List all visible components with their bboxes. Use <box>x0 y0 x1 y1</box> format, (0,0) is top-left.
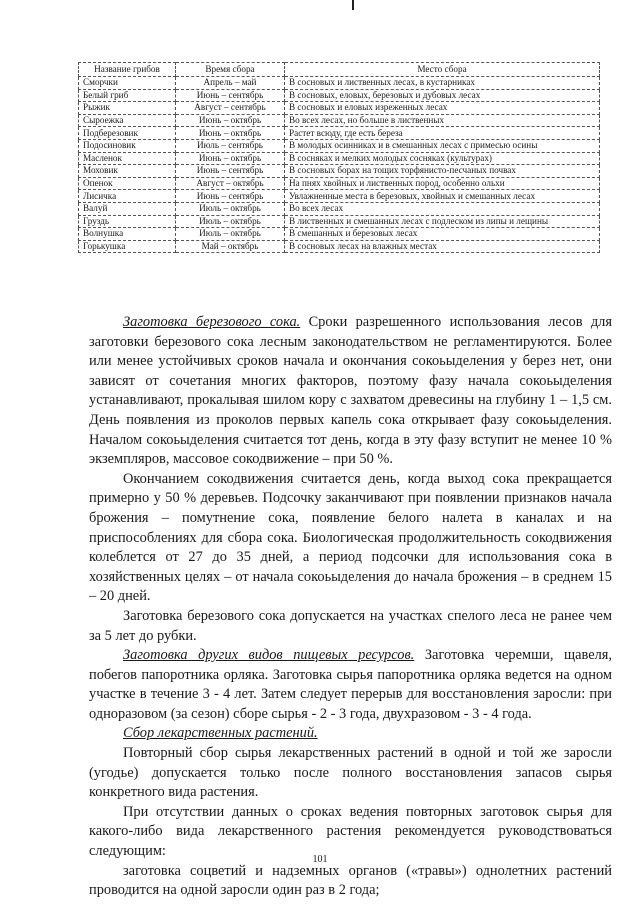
table-row <box>79 177 600 190</box>
cell-harvest-place: В сосняках и мелких молодых сосняках (культурах) <box>285 152 600 165</box>
cell-harvest-time: Июнь – сентябрь <box>176 190 285 203</box>
cell-harvest-place: В молодых осинниках и в смешанных лесах с примесью осины <box>285 139 600 152</box>
cell-harvest-time: Июнь – сентябрь <box>176 165 285 178</box>
mushroom-table <box>78 62 600 253</box>
cell-harvest-place: Растет всюду, где есть береза <box>285 127 600 140</box>
scan-mark <box>352 0 354 10</box>
cell-mushroom-name: Лисичка <box>79 190 176 203</box>
table-row <box>79 190 600 203</box>
cell-mushroom-name: Груздь <box>79 215 176 228</box>
cell-mushroom-name: Моховик <box>79 165 176 178</box>
cell-mushroom-name: Масленок <box>79 152 176 165</box>
cell-harvest-time: Июнь – октябрь <box>176 152 285 165</box>
cell-mushroom-name: Валуй <box>79 202 176 215</box>
cell-harvest-time: Июнь – сентябрь <box>176 89 285 102</box>
cell-harvest-time: Июль – октябрь <box>176 228 285 241</box>
cell-harvest-place: На пнях хвойных и лиственных пород, особенно ольхи <box>285 177 600 190</box>
heading-medicinal-wrap <box>89 724 612 744</box>
cell-harvest-place: Во всех лесах, но больше в лиственных <box>285 114 600 127</box>
cell-harvest-place: В сосновых лесах на влажных местах <box>285 240 600 253</box>
cell-mushroom-name: Белый гриб <box>79 89 176 102</box>
cell-harvest-time: Июнь – октябрь <box>176 127 285 140</box>
header-time: Время сбора <box>176 63 285 77</box>
page-number: 101 <box>312 854 328 865</box>
paragraph-no-data: При отсутствии данных о сроках ведения повторных заготовок сырья для какого-либо вида лекарственного растения рекомендуется руководствоваться следующим: <box>89 803 612 860</box>
cell-mushroom-name: Волнушка <box>79 228 176 241</box>
paragraph-inflorescences: заготовка соцветий и надземных органов («травы») однолетних растений проводится на одной заросли один раз в 2 года; <box>89 862 612 899</box>
table-row <box>79 228 600 241</box>
cell-harvest-place: В лиственных и смешанных лесах с подлеском из липы и лещины <box>285 215 600 228</box>
paragraph-repeat-harvest: Повторный сбор сырья лекарственных растений в одной и той же заросли (угодье) допускается только после полного восстановления запасов сырья конкретного вида растения. <box>89 745 612 801</box>
cell-harvest-place: В сосновых и лиственных лесах, в кустарниках <box>285 77 600 90</box>
cell-mushroom-name: Горькушка <box>79 240 176 253</box>
table-row <box>79 89 600 102</box>
header-place: Место сбора <box>285 63 600 77</box>
body-text <box>89 313 612 901</box>
table-row <box>79 202 600 215</box>
cell-mushroom-name: Подберезовик <box>79 127 176 140</box>
cell-mushroom-name: Рыжик <box>79 102 176 115</box>
paragraph-sap-end: Окончанием сокодвижения считается день, когда выход сока прекращается примерно у 50 % деревьев. Подсочку заканчивают при появлении признаков начала брожения – помутнение сока, появление белого налета в каналах и на приспособлениях для сбора сока. Биологическая продолжительность сокодвижения колеблется от 27 до 35 дней, а период подсочки для использования сока в хозяйственных целях – от начала сокоьыделения до начала брожения – в среднем 15 – 20 дней. <box>89 470 612 605</box>
cell-harvest-place: В смешанных и березовых лесах <box>285 228 600 241</box>
paragraph-sap-harvest: Заготовка березового сока допускается на участках спелого леса не ранее чем за 5 лет до рубки. <box>89 607 612 644</box>
cell-mushroom-name: Сморчки <box>79 77 176 90</box>
cell-harvest-place: В сосновых борах на тощих торфянисто-песчаных почвах <box>285 165 600 178</box>
cell-harvest-time: Август – сентябрь <box>176 102 285 115</box>
header-name: Название грибов <box>79 63 176 77</box>
table-header-row <box>79 63 600 77</box>
cell-harvest-time: Июль – октябрь <box>176 202 285 215</box>
heading-medicinal: Сбор лекарственных растений. <box>123 725 318 742</box>
heading-other-food: Заготовка других видов пищевых ресурсов. <box>123 647 415 664</box>
cell-mushroom-name: Опенок <box>79 177 176 190</box>
heading-birch-sap: Заготовка березового сока. <box>123 314 301 330</box>
paragraph-birch-sap-text: Сроки разрешенного использования лесов для заготовки березового сока лесным законодательством не регламентируются. Более или менее устойчивых сроков начала и окончания сокоьыделения у берез нет, они зависят от сочетания многих факторов, поэтому фазу начала сокоьыделения устанавливают, прокалывая шилом кору с захватом древесины на глубину 1 – 1,5 см. День появления из проколов первых капель сока открывает фазу сокоьыделения. Началом сокоьыделения считается тот день, когда в эту фазу вступит не менее 10 % экземпляров, массовое сокодвижение – при 50 %. <box>89 314 612 468</box>
cell-mushroom-name: Подосиновик <box>79 139 176 152</box>
cell-harvest-time: Июнь – октябрь <box>176 114 285 127</box>
cell-harvest-time: Август – октябрь <box>176 177 285 190</box>
cell-mushroom-name: Сыроежка <box>79 114 176 127</box>
table-row <box>79 139 600 152</box>
mushroom-table-container <box>78 62 600 253</box>
cell-harvest-time: Май – октябрь <box>176 240 285 253</box>
table-row <box>79 152 600 165</box>
cell-harvest-place: Увлажненные места в березовых, хвойных и смешанных лесах <box>285 190 600 203</box>
table-row <box>79 240 600 253</box>
cell-harvest-place: В сосновых и еловых изреженных лесах <box>285 102 600 115</box>
paragraph-other-food-text: Заготовка черемши, щавеля, побегов папоротника орляка. Заготовка сырья папоротника орляка ведется на одном участке в течение 3 - 4 лет. Затем следует перерыв для восстановления заросли: при одноразовом (за сезон) сборе сырья - 2 - 3 года, двухразовом - 3 - 4 года. <box>89 647 612 722</box>
cell-harvest-place: В сосновых, еловых, березовых и дубовых лесах <box>285 89 600 102</box>
table-row <box>79 77 600 90</box>
cell-harvest-time: Июль – сентябрь <box>176 139 285 152</box>
table-row <box>79 215 600 228</box>
cell-harvest-time: Июль – октябрь <box>176 215 285 228</box>
paragraph-other-food <box>89 646 612 724</box>
table-body <box>79 77 600 253</box>
cell-harvest-time: Апрель – май <box>176 77 285 90</box>
cell-harvest-place: Во всех лесах <box>285 202 600 215</box>
table-row <box>79 127 600 140</box>
table-row <box>79 114 600 127</box>
table-row <box>79 102 600 115</box>
table-row <box>79 165 600 178</box>
paragraph-birch-sap <box>89 313 612 470</box>
